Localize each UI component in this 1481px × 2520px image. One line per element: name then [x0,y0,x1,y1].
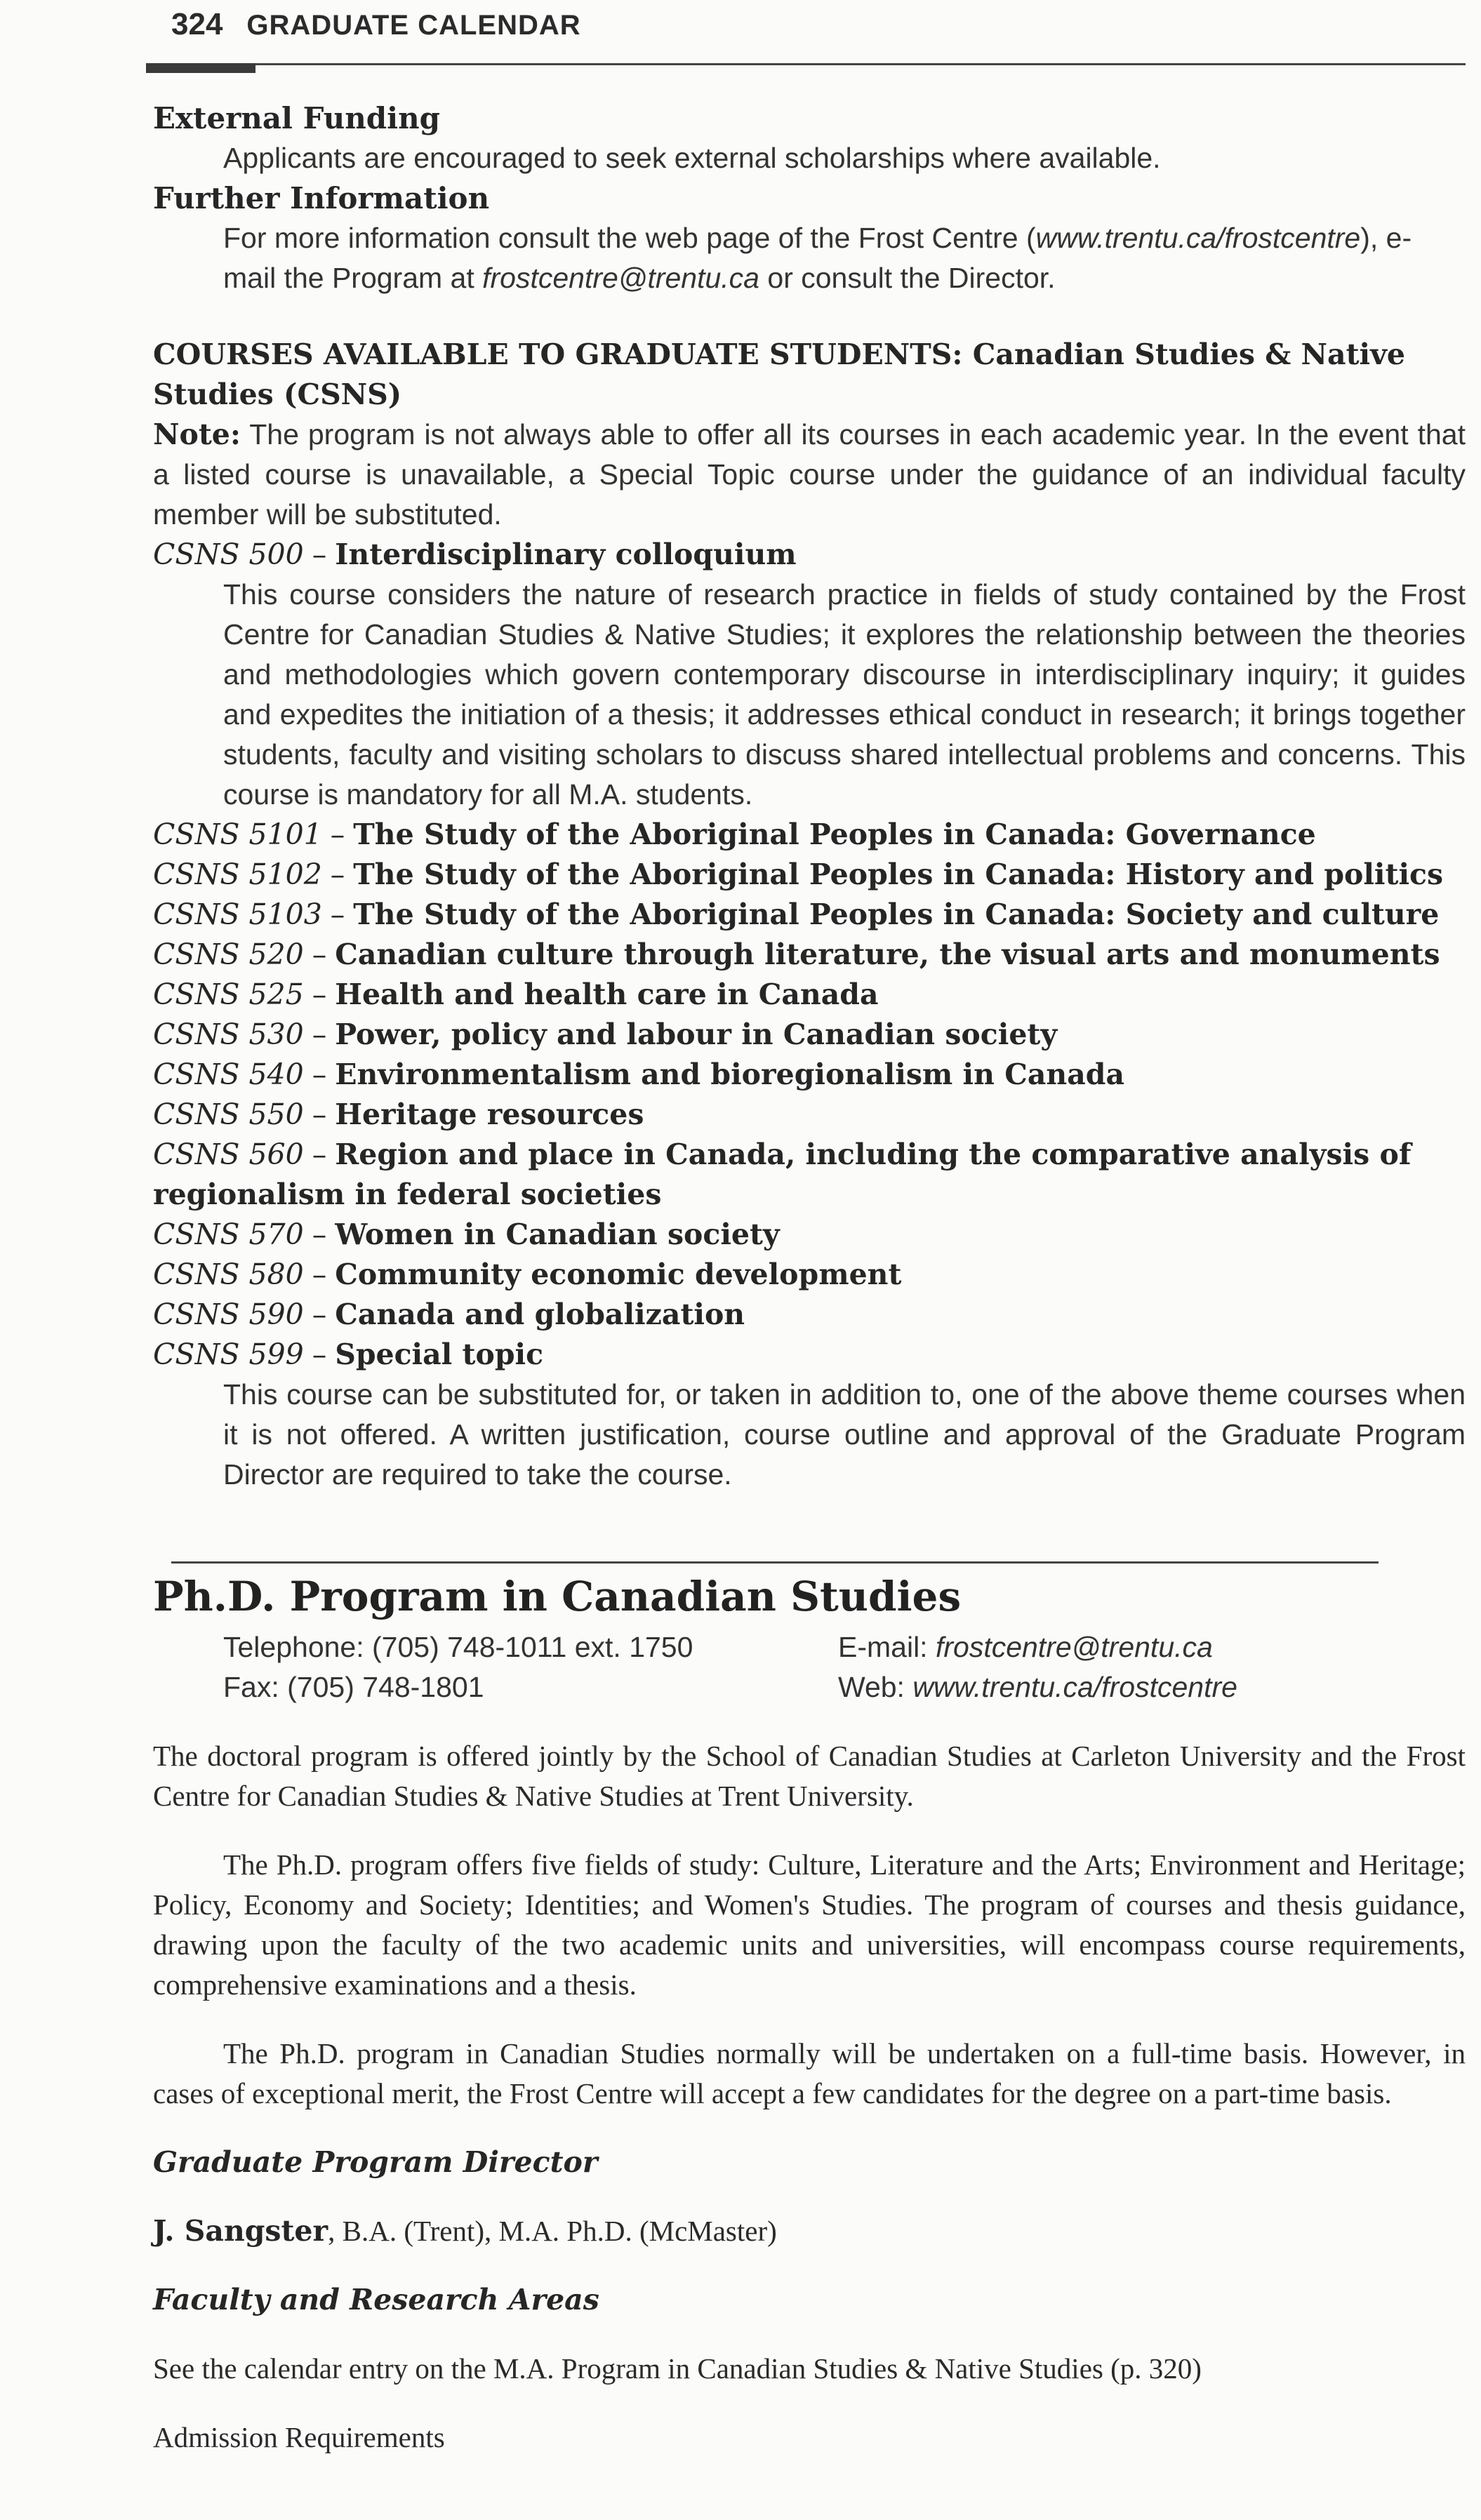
course-code: CSNS 560 [153,1138,304,1171]
course-entry: CSNS 5103 – The Study of the Aboriginal Peoples in Canada: Society and culture [153,898,1440,931]
course-entry: CSNS 525 – Health and health care in Canada [153,978,879,1011]
course-description: This course can be substituted for, or taken in addition to, one of the above theme courses when it is not offered. A written justification, course outline and approval of the Graduate Program Director are required to take the course. [223,1378,1466,1491]
course-code: CSNS 540 [153,1058,304,1091]
course-code: CSNS 570 [153,1218,304,1251]
section-divider [171,1561,1379,1564]
header-rule [146,63,1466,65]
course-title: Environmentalism and bioregionalism in Canada [335,1058,1125,1091]
course-code: CSNS 5101 [153,818,322,851]
phd-web: Web: www.trentu.ca/frostcentre [838,1671,1237,1703]
admission-heading: Admission Requirements [153,2421,445,2453]
director-entry: J. Sangster, B.A. (Trent), M.A. Ph.D. (McMaster) [153,2214,777,2248]
running-title: GRADUATE CALENDAR [246,10,581,41]
course-code: CSNS 580 [153,1258,304,1291]
header-tab-mark [146,63,255,73]
phd-telephone: Telephone: (705) 748-1011 ext. 1750 [223,1631,693,1663]
course-title: The Study of the Aboriginal Peoples in Canada: History and politics [353,858,1444,891]
course-title: Special topic [335,1338,544,1371]
faculty-heading: Faculty and Research Areas [153,2283,599,2316]
course-code: CSNS 500 [153,538,304,571]
course-entry: CSNS 500 – Interdisciplinary colloquium [153,538,797,571]
course-code: CSNS 5103 [153,898,322,931]
course-title: Community economic development [335,1258,902,1291]
phd-contact-block [223,1627,1466,1707]
course-entry: CSNS 599 – Special topic [153,1338,544,1371]
course-code: CSNS 590 [153,1298,304,1331]
main-content [153,98,1466,1495]
phd-title: Ph.D. Program in Canadian Studies [153,1573,962,1620]
phd-fax: Fax: (705) 748-1801 [223,1671,484,1703]
course-entry: CSNS 550 – Heritage resources [153,1098,644,1131]
phd-email: E-mail: frostcentre@trentu.ca [838,1631,1213,1663]
course-entry: CSNS 5102 – The Study of the Aboriginal Peoples in Canada: History and politics [153,858,1444,891]
course-entry: CSNS 570 – Women in Canadian society [153,1218,780,1251]
phd-paragraph-2: The Ph.D. program offers five fields of study: Culture, Literature and the Arts; Environment and Heritage; Policy, Economy and Society; Identities; and Women's Studies. The program of courses and thesis guidance, drawing upon the faculty of the two academic units and universities, will encompass course requirements, comprehensive examinations and a thesis. [153,1848,1466,2001]
course-code: CSNS 525 [153,978,304,1011]
further-information-heading: Further Information [153,181,490,215]
course-title: Health and health care in Canada [335,978,879,1011]
phd-paragraph-3: The Ph.D. program in Canadian Studies normally will be undertaken on a full-time basis. However, in cases of exceptional merit, the Frost Centre will accept a few candidates for the degree on a part-time basis. [153,2037,1466,2109]
course-entry: CSNS 590 – Canada and globalization [153,1298,745,1331]
phd-paragraph-1: The doctoral program is offered jointly by the School of Canadian Studies at Carleton University and the Frost Centre for Canadian Studies & Native Studies at Trent University. [153,1740,1466,1812]
course-entry: CSNS 5101 – The Study of the Aboriginal Peoples in Canada: Governance [153,818,1316,851]
course-title: Power, policy and labour in Canadian society [335,1018,1058,1051]
course-code: CSNS 550 [153,1098,304,1131]
course-entry: CSNS 580 – Community economic development [153,1258,902,1291]
course-title: Heritage resources [335,1098,644,1131]
further-information-text: For more information consult the web page of the Frost Centre (www.trentu.ca/frostcentre), e-mail the Program at frostcentre@trentu.ca or consult the Director. [223,222,1412,294]
course-title: Interdisciplinary colloquium [335,538,797,571]
courses-heading: COURSES AVAILABLE TO GRADUATE STUDENTS: Canadian Studies & Native Studies (CSNS) [153,338,1406,411]
page-number: 324 [171,7,223,41]
course-title: Women in Canadian society [335,1218,780,1251]
course-entry: CSNS 530 – Power, policy and labour in Canadian society [153,1018,1058,1051]
course-title: Canadian culture through literature, the visual arts and monuments [335,938,1440,971]
external-funding-text: Applicants are encouraged to seek external scholarships where available. [223,142,1161,174]
faculty-text: See the calendar entry on the M.A. Program in Canadian Studies & Native Studies (p. 320) [153,2352,1202,2385]
course-title: Region and place in Canada, including the comparative analysis of regionalism in federal societies [153,1138,1412,1211]
course-code: CSNS 5102 [153,858,322,891]
course-entry: CSNS 540 – Environmentalism and bioregionalism in Canada [153,1058,1125,1091]
course-entry: CSNS 560 – Region and place in Canada, including the comparative analysis of regionalism in federal societies [153,1138,1412,1211]
frost-centre-email: frostcentre@trentu.ca [482,262,759,294]
course-code: CSNS 599 [153,1338,304,1371]
course-code: CSNS 520 [153,938,304,971]
director-heading: Graduate Program Director [153,2145,598,2179]
course-title: Canada and globalization [335,1298,745,1331]
external-funding-heading: External Funding [153,101,441,135]
course-title: The Study of the Aboriginal Peoples in Canada: Society and culture [353,898,1440,931]
running-head [171,7,581,42]
director-name: J. Sangster [153,2214,328,2248]
phd-section [153,1570,1466,2458]
course-code: CSNS 530 [153,1018,304,1051]
course-title: The Study of the Aboriginal Peoples in Canada: Governance [353,818,1316,851]
course-list [153,535,1466,1495]
frost-centre-url: www.trentu.ca/frostcentre [1035,222,1361,254]
courses-note: Note: The program is not always able to offer all its courses in each academic year. In the event that a listed course is unavailable, a Special Topic course under the guidance of an individual faculty member will be substituted. [153,418,1466,531]
course-entry: CSNS 520 – Canadian culture through literature, the visual arts and monuments [153,938,1440,971]
course-description: This course considers the nature of research practice in fields of study contained by the Frost Centre for Canadian Studies & Native Studies; it explores the relationship between the theories and methodologies which govern contemporary discourse in interdisciplinary inquiry; it guides and expedites the initiation of a thesis; it addresses ethical conduct in research; it brings together students, faculty and visiting scholars to discuss shared intellectual problems and concerns. This course is mandatory for all M.A. students. [223,578,1466,811]
